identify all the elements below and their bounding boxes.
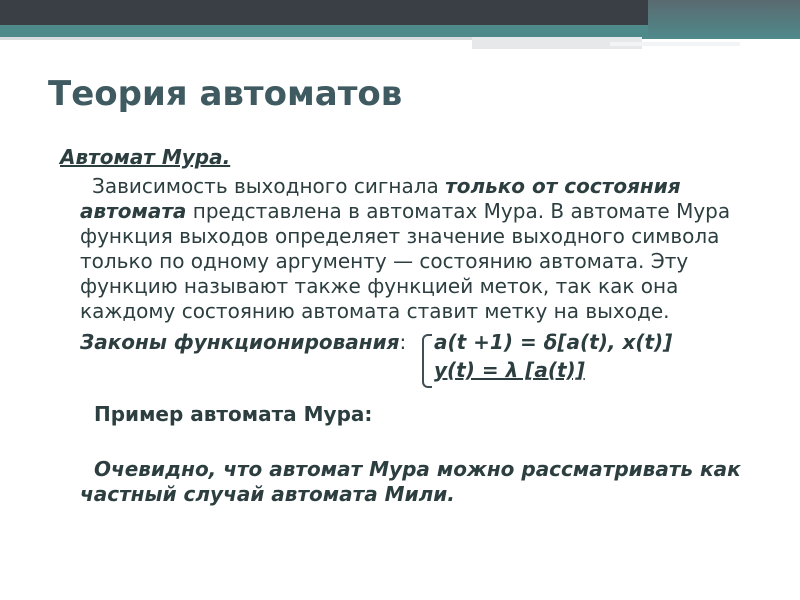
laws-label: [80, 330, 406, 355]
conclusion-text: Очевидно, что автомат Мура можно рассматривать как частный случай автомата Мили.: [80, 457, 741, 506]
example-heading: Пример автомата Мура:: [94, 402, 373, 426]
formula-brace: [422, 334, 432, 388]
output-formula: y(t) = λ [a(t)]: [434, 358, 585, 382]
section-heading: Автомат Мура.: [60, 145, 231, 169]
top-right-accent-bar: [648, 0, 800, 39]
laws-label-colon: :: [399, 330, 407, 354]
top-light-stripe: [0, 37, 472, 40]
main-paragraph: [80, 174, 760, 324]
paragraph-text-start: Зависимость выходного сигнала: [92, 174, 446, 198]
paragraph-text-end: представлена в автоматах Мура. В автомате Мура функция выходов определяет значение выходного символа только по одному аргументу — состоянию автомата. Эту функцию называют также функцией меток, так как она каждому состоянию автомата ставит метку на выходе.: [80, 199, 731, 323]
slide-title: Теория автоматов: [48, 74, 403, 114]
laws-block: [80, 330, 760, 388]
top-light-stripe-right: [610, 42, 740, 46]
transition-formula: a(t +1) = δ[a(t), x(t)]: [434, 330, 673, 354]
laws-label-text: Законы функционирования: [80, 330, 400, 354]
paragraph-emphasis: только от состояния автомата: [80, 174, 681, 223]
slide-body: [60, 145, 760, 507]
